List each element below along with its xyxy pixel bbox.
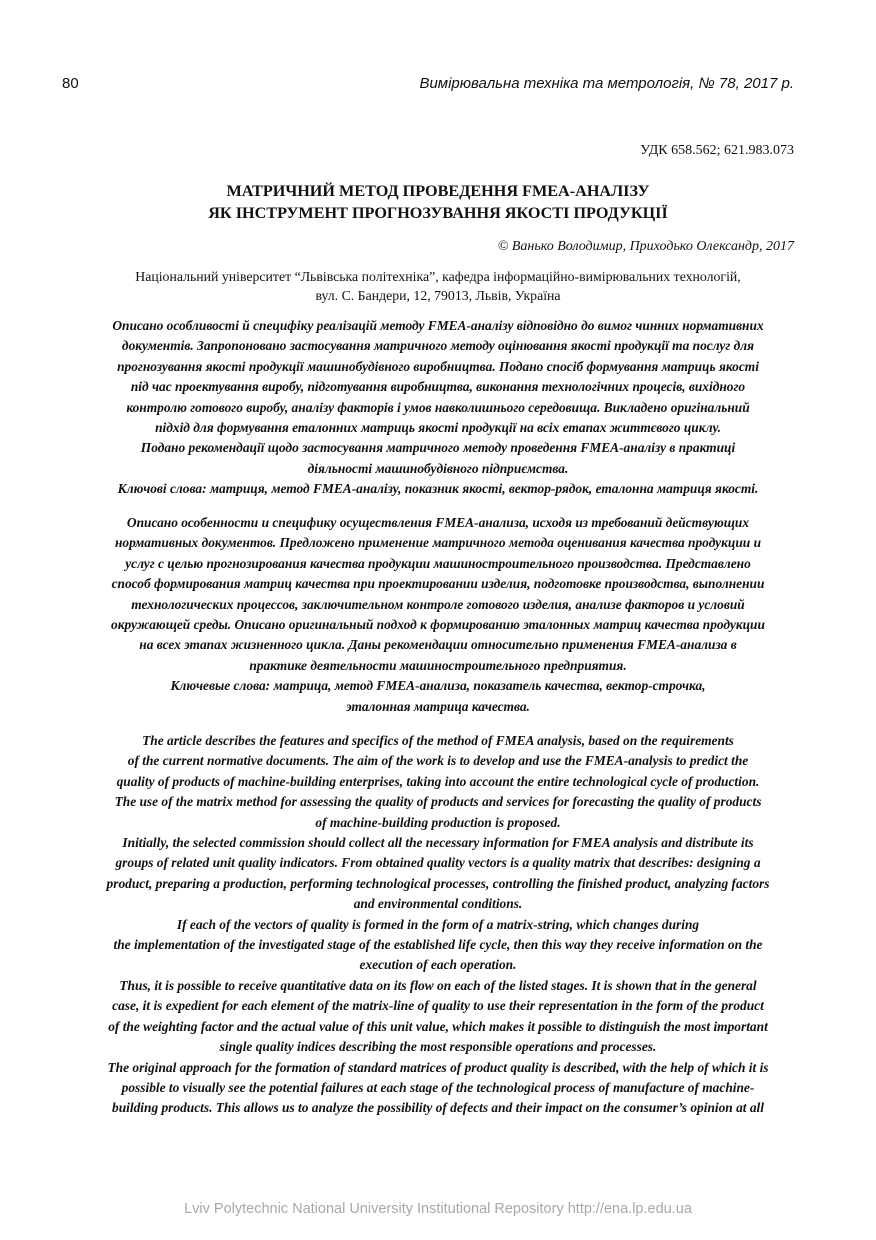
abstract-line: The original approach for the formation of standard matrices of product quality is described, with the help of which it is [107, 1059, 769, 1075]
abstract-line: Описано особливості й специфіку реалізацій методу FMEA-аналізу відповідно до вимог чинних нормативних [112, 318, 764, 333]
abstract-line: execution of each operation. [359, 957, 517, 973]
abstract-line: Подано рекомендації щодо застосування матричного методу проведення FMEA-аналізу в практиці [140, 440, 736, 456]
title-line-2: ЯК ІНСТРУМЕНТ ПРОГНОЗУВАННЯ ЯКОСТІ ПРОДУКЦІЇ [208, 204, 668, 222]
abstract-russian [50, 513, 826, 717]
keywords-ukrainian: Ключові слова: матриця, метод FMEA-аналізу, показник якості, вектор-рядок, еталонна матриця якості. [117, 481, 759, 497]
abstract-line: діяльності машинобудівного підприємства. [307, 460, 569, 476]
abstract-line: If each of the vectors of quality is formed in the form of a matrix-string, which changes during [176, 916, 700, 932]
affiliation-line-1: Національний університет “Львівська політехніка”, кафедра інформаційно-вимірювальних технологій, [135, 269, 741, 284]
abstract-line: Thus, it is possible to receive quantitative data on its flow on each of the listed stages. It is shown that in the general [119, 977, 757, 993]
abstract-english [50, 731, 826, 1119]
abstract-line: single quality indices describing the most responsible operations and processes. [219, 1039, 657, 1055]
abstract-line: of machine-building production is proposed. [315, 814, 561, 830]
udc-code: УДК 658.562; 621.983.073 [640, 143, 794, 158]
repository-footer: Lviv Polytechnic National University Institutional Repository http://ena.lp.edu.ua [184, 1201, 692, 1217]
keywords-russian: Ключевые слова: матрица, метод FMEA-анализа, показатель качества, вектор-строчка, [170, 678, 706, 694]
abstract-line: building products. This allows us to analyze the possibility of defects and their impact on the consumer’s opinion at all [112, 1100, 764, 1116]
abstract-line: підхід для формування еталонних матриць якості продукції на всіх етапах життєвого циклу. [155, 420, 721, 436]
abstract-line: способ формирования матриц качества при проектировании изделия, подготовке производства, выполнении [111, 576, 765, 592]
abstract-line: Описано особенности и специфику осуществления FMEA-анализа, исходя из требований действующих [126, 515, 750, 530]
abstract-line: The use of the matrix method for assessing the quality of products and services for forecasting the quality of products [114, 794, 762, 810]
journal-header: Вимірювальна техніка та метрологія, № 78, 2017 р. [419, 75, 794, 92]
affiliation [0, 267, 876, 305]
abstract-ukrainian [50, 316, 826, 500]
page-number: 80 [62, 75, 79, 92]
abstract-line: of the weighting factor and the actual value of this unit value, which makes it possible to distinguish the most important [108, 1018, 768, 1034]
abstract-line: The article describes the features and specifics of the method of FMEA analysis, based on the requirements [142, 733, 734, 748]
abstract-line: контролю готового виробу, аналізу факторів і умов навколишнього середовища. Викладено оригінальний [126, 399, 750, 415]
abstract-line: and environmental conditions. [353, 896, 523, 912]
paper-title [0, 180, 876, 224]
abstract-line: услуг с целью прогнозирования качества продукции машиностроительного производства. Представлено [125, 555, 751, 571]
abstract-line: of the current normative documents. The aim of the work is to develop and use the FMEA-analysis to predict the [127, 753, 749, 769]
abstract-line: документів. Запропоновано застосування матричного методу оцінювання якості продукції та послуг для [121, 338, 755, 354]
authors: © Ванько Володимир, Приходько Олександр, 2017 [497, 239, 794, 254]
abstract-line: під час проектування виробу, підготування виробництва, виконання технологічних процесів, вихідного [130, 379, 746, 395]
title-line-1: МАТРИЧНИЙ МЕТОД ПРОВЕДЕННЯ FMEA-АНАЛІЗУ [226, 182, 650, 200]
abstract-line: окружающей среды. Описано оригинальный подход к формированию эталонных матриц качества продукции [111, 617, 765, 633]
affiliation-line-2: вул. С. Бандери, 12, 79013, Львів, Україна [315, 288, 561, 303]
abstract-line: case, it is expedient for each element of the matrix-line of quality to use their representation in the form of the product [112, 998, 764, 1014]
abstract-line: possible to visually see the potential failures at each stage of the technological process of manufacture of machine- [121, 1079, 755, 1095]
abstract-line: технологических процессов, заключительном контроле готового изделия, анализе факторов и условий [131, 596, 745, 612]
abstract-line: groups of related unit quality indicators. From obtained quality vectors is a quality matrix that describes: designing a [115, 855, 761, 871]
abstract-line: нормативных документов. Предложено применение матричного метода оценивания качества продукции и [114, 535, 762, 551]
keywords-russian-cont: эталонная матрица качества. [346, 698, 530, 714]
abstract-line: quality of products of machine-building enterprises, taking into account the entire technological cycle of production. [116, 773, 760, 789]
abstract-line: the implementation of the investigated stage of the established life cycle, then this way they receive information on the [113, 937, 763, 953]
abstract-line: практике деятельности машиностроительного предприятия. [249, 657, 627, 673]
abstract-line: на всех этапах жизненного цикла. Даны рекомендации относительно применения FMEA-анализа в [139, 637, 737, 653]
abstract-line: product, preparing a production, performing technological processes, controlling the finished product, analyzing factors [106, 875, 770, 891]
abstract-line: прогнозування якості продукції машинобудівного виробництва. Подано спосіб формування матриць якості [117, 358, 759, 374]
abstract-line: Initially, the selected commission should collect all the necessary information for FMEA analysis and distribute its [122, 835, 754, 851]
